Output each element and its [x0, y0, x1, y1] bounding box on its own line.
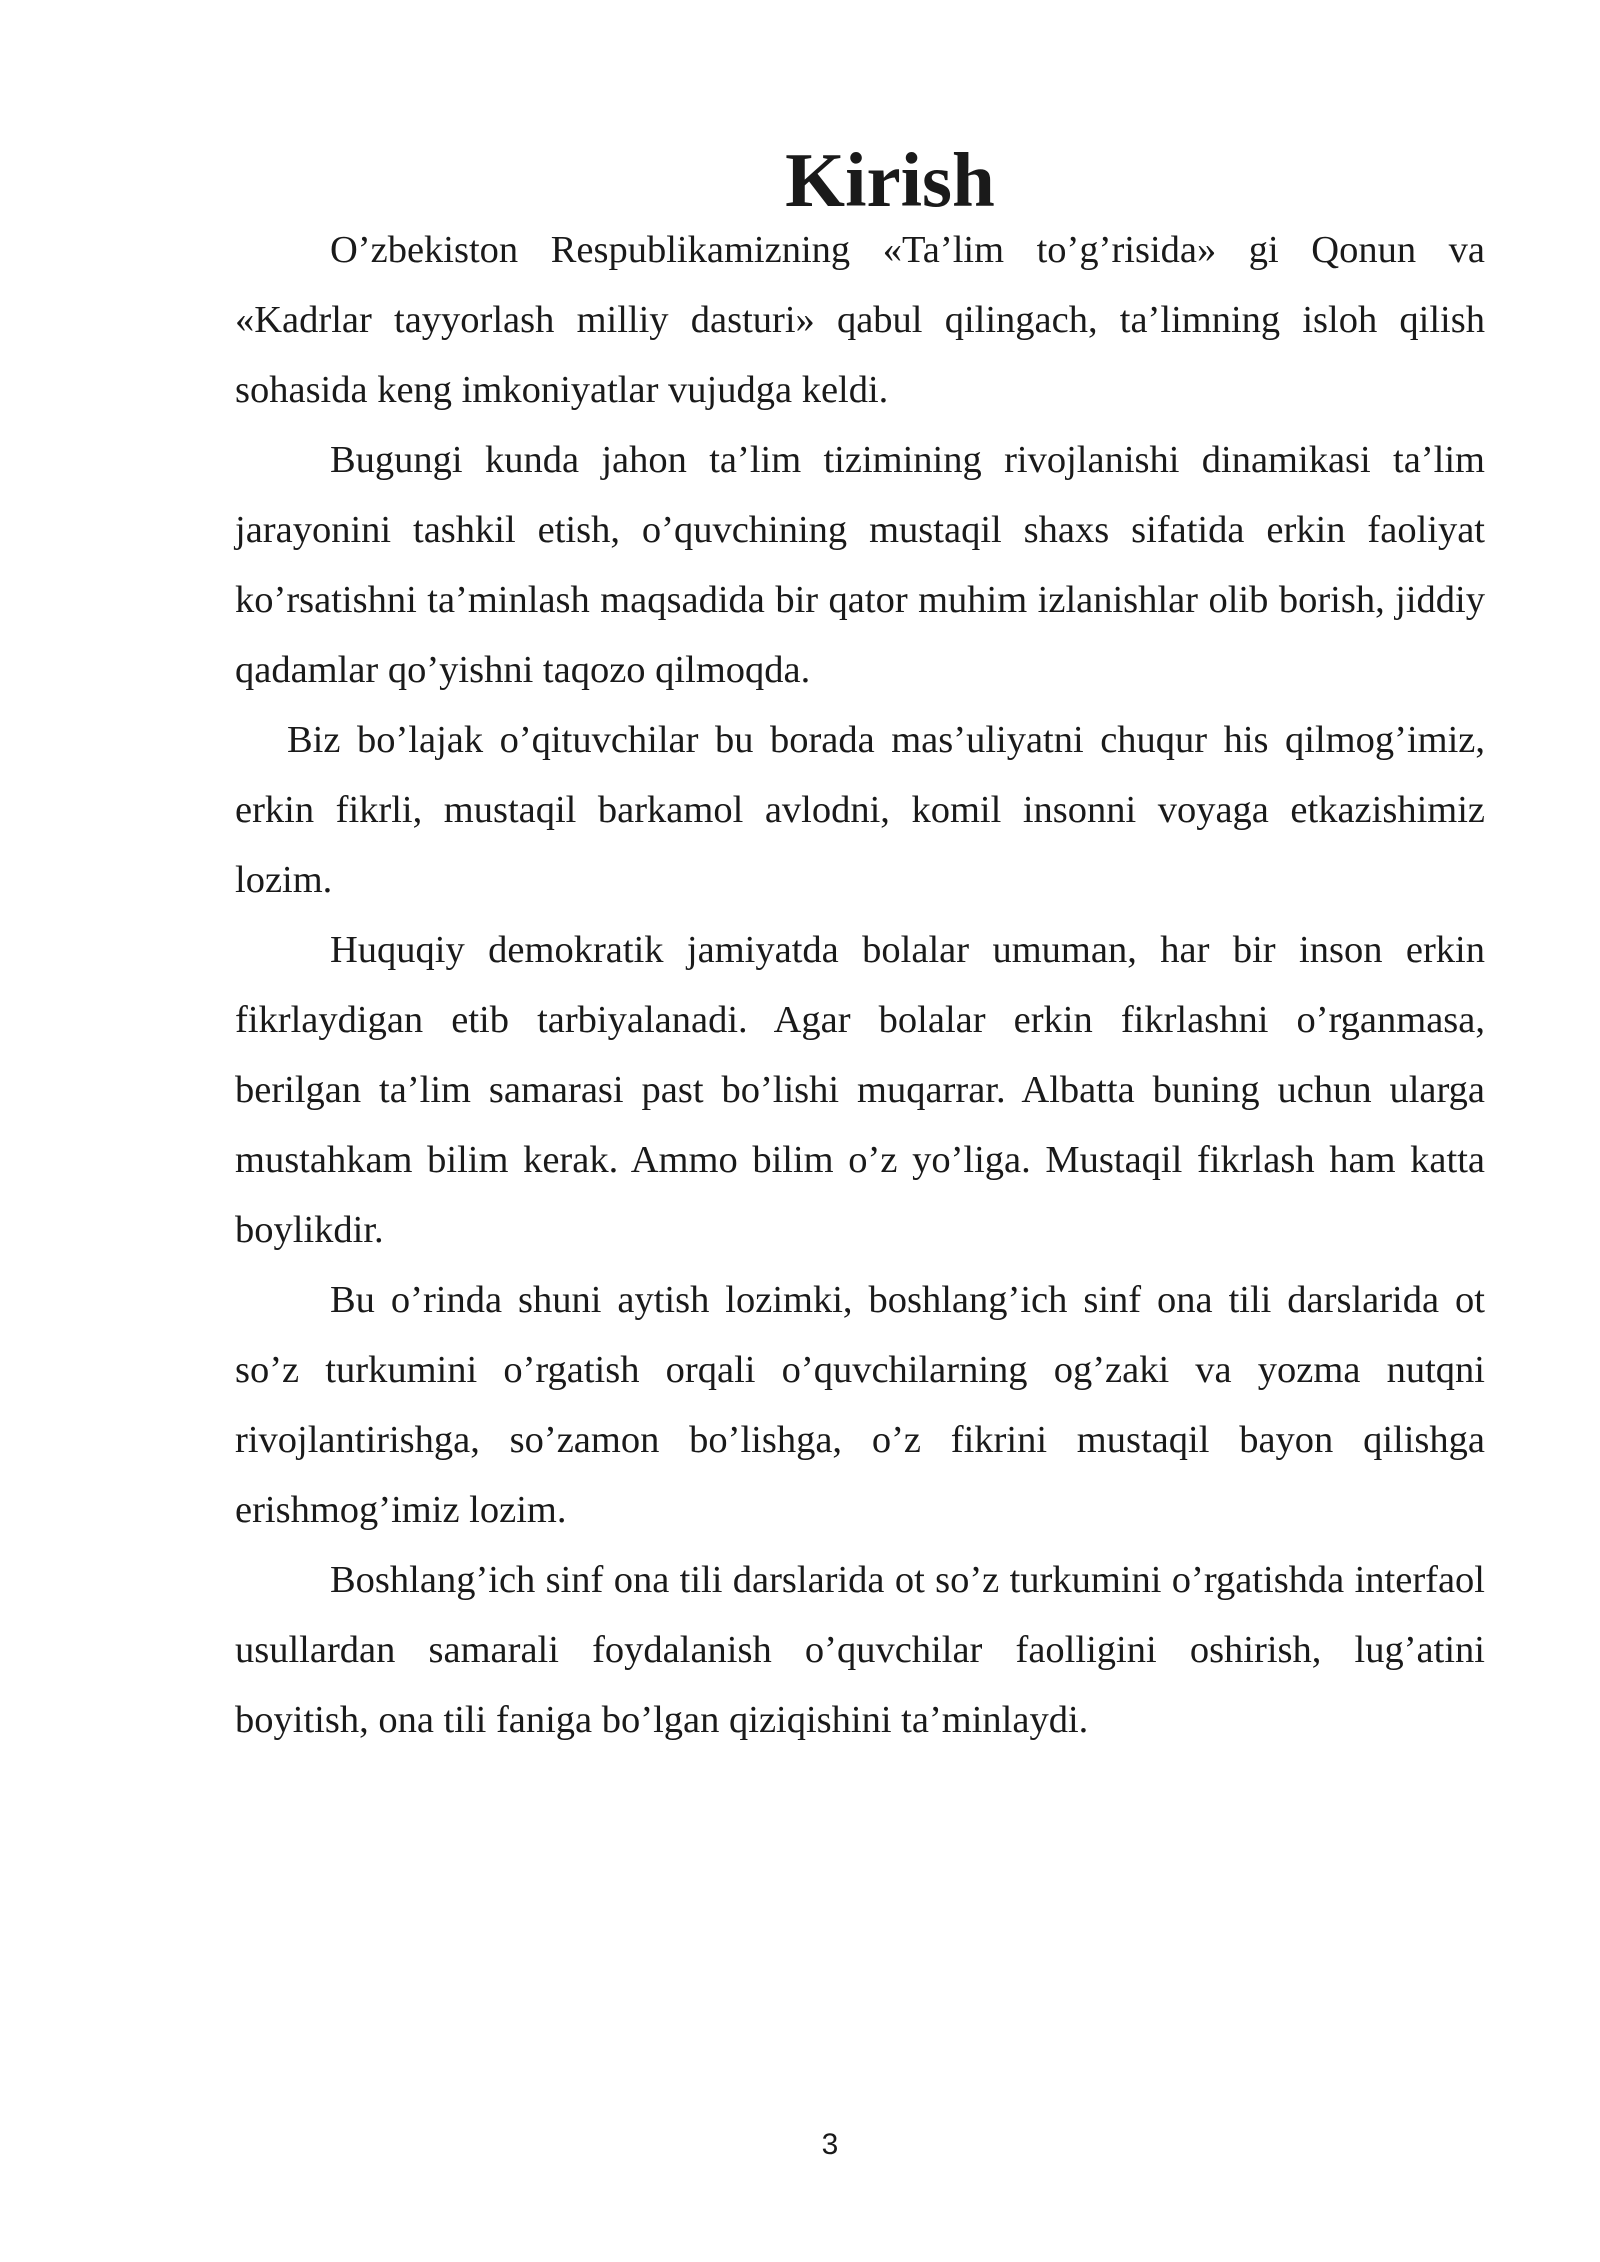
- page-number: 3: [821, 2128, 839, 2161]
- paragraph-2: Bugungi kunda jahon ta’lim tizimining rivojlanishi dinamikasi ta’lim jarayonini tashkil etish, o’quvchining mustaqil shaxs sifatida erkin faoliyat ko’rsatishni ta’minlash maqsadida bir qator muhim izlanishlar olib borish, jiddiy qadamlar qo’yishni taqozo qilmoqda.: [235, 439, 1485, 691]
- paragraph-4: Huquqiy demokratik jamiyatda bolalar umuman, har bir inson erkin fikrlaydigan etib tarbiyalanadi. Agar bolalar erkin fikrlashni o’rganmasa, berilgan ta’lim samarasi past bo’lishi muqarrar. Albatta buning uchun ularga mustahkam bilim kerak. Ammo bilim o’z yo’liga. Mustaqil fikrlash ham katta boylikdir.: [235, 929, 1485, 1251]
- paragraph-5: Bu o’rinda shuni aytish lozimki, boshlang’ich sinf ona tili darslarida ot so’z turkumini o’rgatish orqali o’quvchilarning og’zaki va yozma nutqni rivojlantirishga, so’zamon bo’lishga, o’z fikrini mustaqil bayon qilishga erishmog’imiz lozim.: [235, 1279, 1485, 1531]
- paragraph-3: Biz bo’lajak o’qituvchilar bu borada mas’uliyatni chuqur his qilmog’imiz, erkin fikrli, mustaqil barkamol avlodni, komil insonni voyaga etkazishimiz lozim.: [235, 719, 1485, 901]
- page-body: [235, 137, 1485, 1755]
- paragraph-1: O’zbekiston Respublikamizning «Ta’lim to’g’risida» gi Qonun va «Kadrlar tayyorlash milliy dasturi» qabul qilingach, ta’limning isloh qilish sohasida keng imkoniyatlar vujudga keldi.: [235, 229, 1485, 411]
- page-title: Kirish: [785, 137, 995, 223]
- paragraph-6: Boshlang’ich sinf ona tili darslarida ot so’z turkumini o’rgatishda interfaol usullardan samarali foydalanish o’quvchilar faolligini oshirish, lug’atini boyitish, ona tili faniga bo’lgan qiziqishini ta’minlaydi.: [235, 1559, 1485, 1741]
